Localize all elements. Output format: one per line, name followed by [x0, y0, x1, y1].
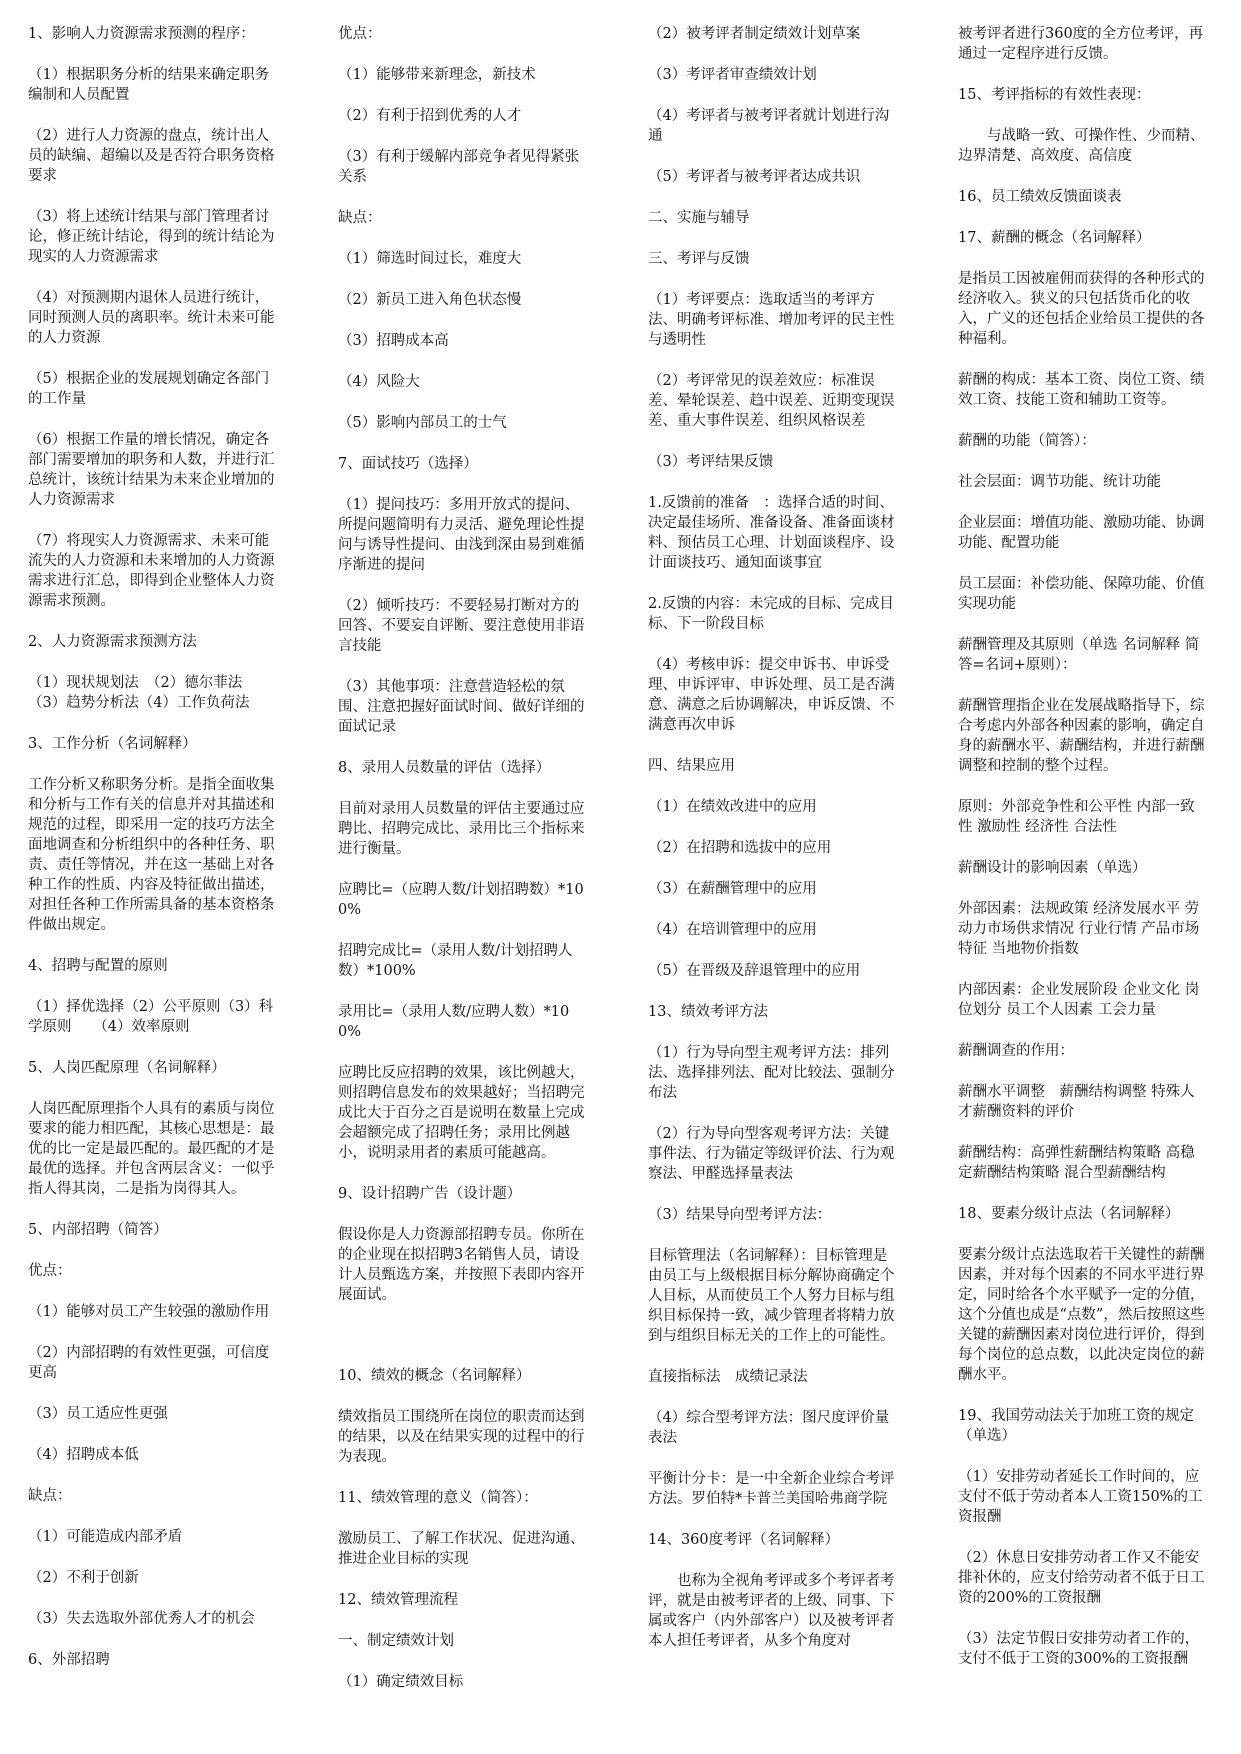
- paragraph: 19、我国劳动法关于加班工资的规定（单选）: [958, 1408, 1194, 1444]
- paragraph: 企业层面：增值功能、激励功能、协调功能、配置功能: [958, 515, 1205, 551]
- paragraph: （4）考评者与被考评者就计划进行沟通: [648, 108, 890, 144]
- paragraph: （3）考评者审查绩效计划: [648, 67, 817, 83]
- paragraph: 外部因素：法规政策 经济发展水平 劳动力市场供求情况 行业行情 产品市场特征 当地物价指数: [958, 901, 1200, 957]
- paragraph: （5）根据企业的发展规划确定各部门的工作量: [28, 371, 270, 407]
- paragraph: 激励员工、了解工作状况、促进沟通、推进企业目标的实现: [338, 1531, 585, 1567]
- paragraph: 17、薪酬的概念（名词解释）: [958, 230, 1151, 246]
- paragraph: （5）影响内部员工的士气: [338, 415, 507, 431]
- paragraph: 被考评者进行360度的全方位考评，再通过一定程序进行反馈。: [958, 26, 1204, 62]
- paragraph: 绩效指员工围绕所在岗位的职责而达到的结果，以及在结果实现的过程中的行为表现。: [338, 1409, 585, 1465]
- paragraph: 假设你是人力资源部招聘专员。你所在的企业现在拟招聘3名销售人员，请设计人员甄选方案，并按照下表即内容开展面试。: [338, 1227, 585, 1303]
- column-2: [338, 24, 588, 1713]
- paragraph: 内部因素：企业发展阶段 企业文化 岗位划分 员工个人因素 工会力量: [958, 982, 1200, 1018]
- paragraph: 平衡计分卡：是一中全新企业综合考评方法。罗伯特*卡普兰美国哈弗商学院: [648, 1471, 895, 1507]
- paragraph: 1.反馈前的准备 ：选择合适的时间、决定最佳场所、准备设备、准备面谈材料、预估员工心理、计划面谈程序、设计面谈技巧、通知面谈事宜: [648, 495, 895, 571]
- paragraph: （4）对预测期内退休人员进行统计，同时预测人员的离职率。统计未来可能的人力资源: [28, 290, 275, 346]
- paragraph: 18、要素分级计点法（名词解释）: [958, 1206, 1180, 1222]
- paragraph: （2）新员工进入角色状态慢: [338, 292, 522, 308]
- paragraph: 薪酬的构成：基本工资、岗位工资、绩效工资、技能工资和辅助工资等。: [958, 372, 1205, 408]
- paragraph: 招聘完成比=（录用人数/计划招聘人数）*100%: [338, 943, 573, 979]
- paragraph: （3）有利于缓解内部竞争者见得紧张关系: [338, 149, 580, 185]
- paragraph: 薪酬水平调整 薪酬结构调整 特殊人才薪酬资料的评价: [958, 1084, 1195, 1120]
- paragraph: 直接指标法 成绩记录法: [648, 1369, 808, 1385]
- paragraph: （3）考评结果反馈: [648, 454, 774, 470]
- paragraph: （1）可能造成内部矛盾: [28, 1529, 183, 1545]
- paragraph: 5、内部招聘（简答）: [28, 1222, 168, 1238]
- paragraph: （1）根据职务分析的结果来确定职务编制和人员配置: [28, 67, 270, 103]
- paragraph: （3）员工适应性更强: [28, 1406, 168, 1422]
- paragraph: （1）提问技巧：多用开放式的提问、所提问题简明有力灵活、避免理论性提问与诱导性提问、由浅到深由易到难循序渐进的提问: [338, 497, 585, 573]
- paragraph: 13、绩效考评方法: [648, 1004, 768, 1020]
- paragraph: 一、制定绩效计划: [338, 1633, 454, 1649]
- paragraph: 优点：: [338, 26, 382, 42]
- paragraph: （3）在薪酬管理中的应用: [648, 881, 817, 897]
- paragraph: （3）将上述统计结果与部门管理者讨论，修正统计结论，得到的统计结论为现实的人力资源需求: [28, 209, 275, 265]
- column-2-part-a: [338, 24, 588, 1305]
- paragraph: 1、影响人力资源需求预测的程序：: [28, 26, 255, 42]
- paragraph: （2）进行人力资源的盘点，统计出人员的缺编、超编以及是否符合职务资格要求: [28, 128, 275, 184]
- paragraph: （3）招聘成本高: [338, 333, 449, 349]
- paragraph: 薪酬结构：高弹性薪酬结构策略 高稳定薪酬结构策略 混合型薪酬结构: [958, 1145, 1195, 1181]
- paragraph: （4）综合型考评方法：图尺度评价量表法: [648, 1410, 890, 1446]
- paragraph: 原则：外部竞争性和公平性 内部一致性 激励性 经济性 合法性: [958, 799, 1195, 835]
- paragraph: （3）结果导向型考评方法：: [648, 1207, 832, 1223]
- paragraph: （5）考评者与被考评者达成共识: [648, 169, 861, 185]
- paragraph: 7、面试技巧（选择）: [338, 456, 478, 472]
- paragraph: （1）筛选时间过长，难度大: [338, 251, 522, 267]
- paragraph: （3）失去选取外部优秀人才的机会: [28, 1611, 255, 1627]
- paragraph: （6）根据工作量的增长情况，确定各部门需要增加的职务和人数，并进行汇总统计，该统计结果为未来企业增加的人力资源需求: [28, 432, 275, 508]
- paragraph: 应聘比=（应聘人数/计划招聘数）*100%: [338, 882, 584, 918]
- paragraph: 2、人力资源需求预测方法: [28, 634, 197, 650]
- paragraph: 薪酬管理指企业在发展战略指导下，综合考虑内外部各种因素的影响，确定自身的薪酬水平、薪酬结构，并进行薪酬调整和控制的整个过程。: [958, 698, 1205, 774]
- paragraph: （2）内部招聘的有效性更强，可信度更高: [28, 1345, 270, 1381]
- paragraph: 10、绩效的概念（名词解释）: [338, 1368, 531, 1384]
- paragraph: （1）在绩效改进中的应用: [648, 799, 817, 815]
- column-3: [648, 24, 898, 1672]
- paragraph: （1）考评要点：选取适当的考评方法、明确考评标准、增加考评的民主性与透明性: [648, 292, 895, 348]
- paragraph: （1）能够对员工产生较强的激励作用: [28, 1304, 270, 1320]
- paragraph: 社会层面：调节功能、统计功能: [958, 474, 1161, 490]
- paragraph: 目前对录用人员数量的评估主要通过应聘比、招聘完成比、录用比三个指标来进行衡量。: [338, 801, 585, 857]
- paragraph: （4）在培训管理中的应用: [648, 922, 817, 938]
- paragraph: 6、外部招聘: [28, 1652, 110, 1668]
- paragraph: （2）倾听技巧：不要轻易打断对方的回答、不要妄自评断、要注意使用非语言技能: [338, 598, 585, 654]
- paragraph: 工作分析又称职务分析。是指全面收集和分析与工作有关的信息并对其描述和规范的过程，即采用一定的技巧方法全面地调查和分析组织中的各种任务、职责、责任等情况，并在这一基础上对各种工作的性质、内容及特征做出描述，对担任各种工作所需具备的基本资格条件做出规定。: [28, 777, 275, 933]
- paragraph: 3、工作分析（名词解释）: [28, 736, 197, 752]
- paragraph: （5）在晋级及辞退管理中的应用: [648, 963, 861, 979]
- paragraph: 12、绩效管理流程: [338, 1592, 458, 1608]
- paragraph: （4）风险大: [338, 374, 420, 390]
- paragraph: 薪酬管理及其原则（单选 名词解释 简答=名词+原则）：: [958, 637, 1200, 673]
- paragraph: 三、考评与反馈: [648, 251, 750, 267]
- paragraph: 2.反馈的内容：未完成的目标、完成目标、下一阶段目标: [648, 596, 894, 632]
- paragraph: 5、人岗匹配原理（名词解释）: [28, 1060, 226, 1076]
- paragraph: （2）不利于创新: [28, 1570, 139, 1586]
- paragraph: （2）在招聘和选拔中的应用: [648, 840, 832, 856]
- paragraph: 缺点：: [28, 1488, 72, 1504]
- paragraph: （1）安排劳动者延长工作时间的，应支付不低于劳动者本人工资150%的工资报酬: [958, 1469, 1203, 1525]
- paragraph: （2）有利于招到优秀的人才: [338, 108, 522, 124]
- paragraph: （2）被考评者制定绩效计划草案: [648, 26, 861, 42]
- blank-gap: [338, 1326, 588, 1366]
- paragraph: （1）行为导向型主观考评方法：排列法、选择排列法、配对比较法、强制分布法: [648, 1045, 895, 1101]
- paragraph: 优点：: [28, 1263, 72, 1279]
- paragraph: 4、招聘与配置的原则: [28, 958, 168, 974]
- paragraph: 14、360度考评（名词解释）: [648, 1532, 840, 1548]
- paragraph: （1）能够带来新理念，新技术: [338, 67, 536, 83]
- paragraph: 15、考评指标的有效性表现：: [958, 87, 1151, 103]
- paragraph: 也称为全视角考评或多个考评者考评，就是由被考评者的上级、同事、下属或客户（内外部客户）以及被考评者本人担任考评者，从多个角度对: [648, 1573, 895, 1649]
- paragraph: （1）现状规划法 （2）德尔菲法 （3）趋势分析法（4）工作负荷法: [28, 675, 257, 711]
- paragraph: 要素分级计点法选取若干关键性的薪酬因素，并对每个因素的不同水平进行界定，同时给各个水平赋予一定的分值，这个分值也成是“点数”，然后按照这些关键的薪酬因素对岗位进行评价，得到每个岗位的总点数，以此决定岗位的薪酬水平。: [958, 1247, 1205, 1383]
- paragraph: 二、实施与辅导: [648, 210, 750, 226]
- paragraph: 人岗匹配原理指个人具有的素质与岗位要求的能力相匹配，其核心思想是：最优的比一定是最匹配的。最匹配的才是最优的选择。并包含两层含义：一似乎指人得其岗，二是指为岗得其人。: [28, 1101, 275, 1197]
- paragraph: 薪酬调查的作用：: [958, 1043, 1074, 1059]
- paragraph: （3）法定节假日安排劳动者工作的，支付不低于工资的300%的工资报酬: [958, 1631, 1200, 1667]
- paragraph: 9、设计招聘广告（设计题）: [338, 1186, 522, 1202]
- paragraph: 薪酬设计的影响因素（单选）: [958, 860, 1147, 876]
- column-1: [28, 24, 278, 1691]
- column-2-part-b: [338, 1366, 588, 1692]
- paragraph: 8、录用人员数量的评估（选择）: [338, 760, 551, 776]
- paragraph: 与战略一致、可操作性、少而精、边界清楚、高效度、高信度: [958, 128, 1205, 164]
- paragraph: （4）考核申诉：提交申诉书、申诉受理、申诉评审、申诉处理、员工是否满意、满意之后协调解决，申诉反馈、不满意再次申诉: [648, 657, 895, 733]
- paragraph: （4）招聘成本低: [28, 1447, 139, 1463]
- paragraph: 11、绩效管理的意义（简答）：: [338, 1490, 538, 1506]
- paragraph: （1）择优选择（2）公平原则（3）科学原则 （4）效率原则: [28, 999, 274, 1035]
- paragraph: 四、结果应用: [648, 758, 735, 774]
- paragraph: （3）其他事项：注意营造轻松的氛围、注意把握好面试时间、做好详细的面试记录: [338, 679, 585, 735]
- paragraph: 目标管理法（名词解释）：目标管理是由员工与上级根据目标分解协商确定个人目标，从而使员工个人努力目标与组织目标保持一致，减少管理者将精力放到与组织目标无关的工作上的可能性。: [648, 1248, 895, 1344]
- paragraph: （2）行为导向型客观考评方法：关键事件法、行为锚定等级评价法、行为观察法、甲醛选择量表法: [648, 1126, 895, 1182]
- paragraph: 薪酬的功能（简答）：: [958, 433, 1096, 449]
- paragraph: 缺点：: [338, 210, 382, 226]
- paragraph: 员工层面：补偿功能、保障功能、价值实现功能: [958, 576, 1205, 612]
- paragraph: 应聘比反应招聘的效果，该比例越大，则招聘信息发布的效果越好；当招聘完成比大于百分之百是说明在数量上完成会超额完成了招聘任务；录用比例越小，说明录用者的素质可能越高。: [338, 1065, 585, 1161]
- paragraph: （1）确定绩效目标: [338, 1674, 464, 1690]
- paragraph: （7）将现实人力资源需求、未来可能流失的人力资源和未来增加的人力资源需求进行汇总，即得到企业整体人力资源需求预测。: [28, 533, 275, 609]
- paragraph: 录用比=（录用人数/应聘人数）*100%: [338, 1004, 570, 1040]
- paragraph: （2）休息日安排劳动者工作又不能安排补休的，应支付给劳动者不低于日工资的200%的工资报酬: [958, 1550, 1205, 1606]
- paragraph: 16、员工绩效反馈面谈表: [958, 189, 1122, 205]
- paragraph: 是指员工因被雇佣而获得的各种形式的经济收入。狭义的只包括货币化的收入，广义的还包括企业给员工提供的各种福利。: [958, 271, 1205, 347]
- paragraph: （2）考评常见的误差效应：标准误差、晕轮误差、趋中误差、近期变现误差、重大事件误差、组织风格误差: [648, 373, 895, 429]
- column-4: [958, 24, 1208, 1690]
